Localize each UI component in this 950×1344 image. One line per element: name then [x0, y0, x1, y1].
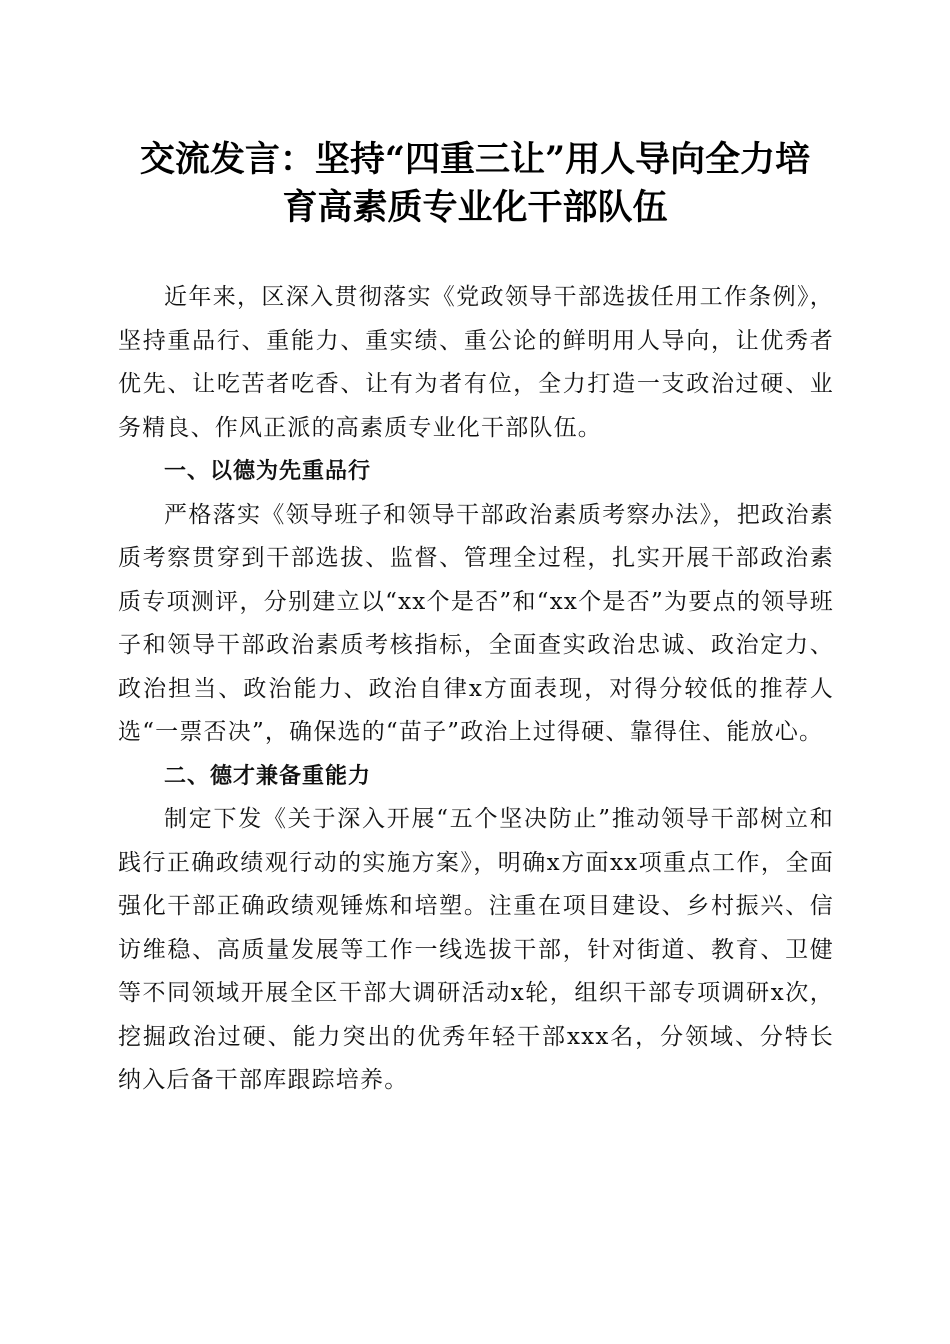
section-paragraph-1: 严格落实《领导班子和领导干部政治素质考察办法》，把政治素质考察贯穿到干部选拔、监督、管理全过程，扎实开展干部政治素质专项测评，分别建立以“xx个是否”和“xx个是否”为要点的领导班子和领导干部政治素质考核指标，全面查实政治忠诚、政治定力、政治担当、政治能力、政治自律x方面表现，对得分较低的推荐人选“一票否决”，确保选的“苗子”政治上过得硬、靠得住、能放心。 [118, 501, 834, 745]
title-line-1: 交流发言：坚持“四重三让”用人导向全力培 [139, 139, 811, 180]
intro-paragraph: 近年来，区深入贯彻落实《党政领导干部选拔任用工作条例》，坚持重品行、重能力、重实绩、重公论的鲜明用人导向，让优秀者优先、让吃苦者吃香、让有为者有位，全力打造一支政治过硬、业务精良、作风正派的高素质专业化干部队伍。 [118, 284, 834, 441]
section-heading-1: 一、以德为先重品行 [164, 459, 372, 484]
section-heading-2: 二、德才兼备重能力 [164, 763, 372, 789]
document-title [110, 136, 840, 232]
title-line-2: 育高素质专业化干部队伍 [282, 187, 668, 228]
section-paragraph-2: 制定下发《关于深入开展“五个坚决防止”推动领导干部树立和践行正确政绩观行动的实施方案》，明确x方面xx项重点工作，全面强化干部正确政绩观锤炼和培塑。注重在项目建设、乡村振兴、信访维稳、高质量发展等工作一线选拔干部，针对街道、教育、卫健等不同领域开展全区干部大调研活动x轮，组织干部专项调研x次，挖掘政治过硬、能力突出的优秀年轻干部xxx名，分领域、分特长纳入后备干部库跟踪培养。 [118, 806, 834, 1093]
document-body [118, 276, 834, 1103]
